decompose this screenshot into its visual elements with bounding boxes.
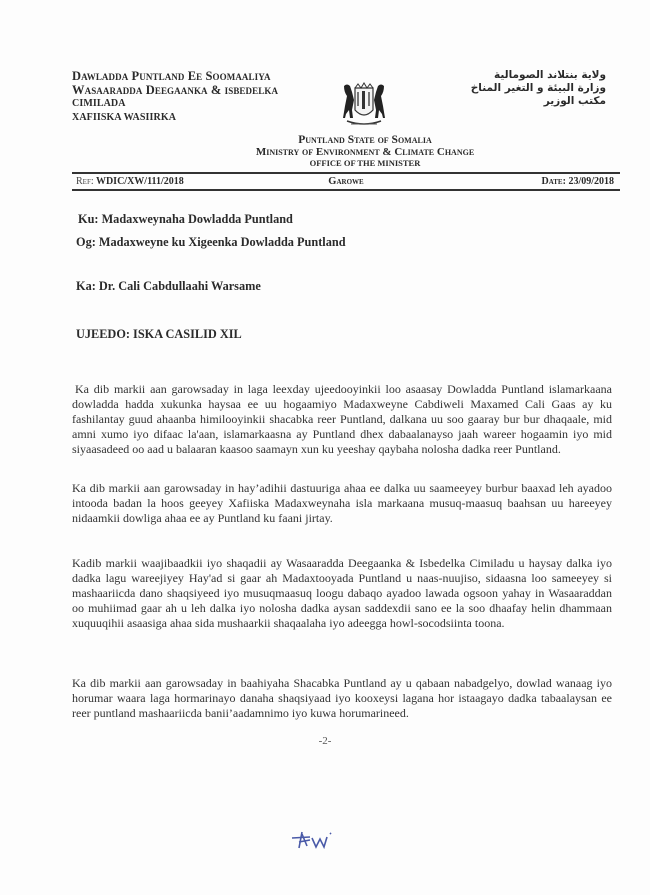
date-value: 23/09/2018 <box>568 176 614 187</box>
letterhead-english-line3: OFFICE OF THE MINISTER <box>309 158 421 168</box>
subject-line: UJEEDO: ISKA CASILID XIL <box>76 327 242 341</box>
letterhead-somali-line1: Dawladda Puntland Ee Soomaaliya <box>72 69 271 83</box>
letterhead-english-line1: Puntland State of Somalia <box>298 134 432 146</box>
body-paragraph: Kadib markii waajibaadkii iyo shaqadii ay Wasaaradda Deegaanka & Isbedelka Cimiladu u haysay dalka iyo dadka lagu wareejiyey Hay'ad si gaar ah Madaxtooyada Puntland u naas-nuujiso, sidaasna loo sameeyey si mashaariicda dano shaqsiyeed iyo musuqmaasuq loogu dabaqo ayadoo lawada ogsoon yahay in Wasaaraddan oo muhiimad gaar ah u leh dalka iyo nolosha dadka aysan saddexdii sano ee la soo dhaafay helin dhammaan xuquuqihii asaasiga ahaa sida mushaarkii shaqaalaha iyo adeegga howl-socodsiinta toona. <box>72 556 612 630</box>
letterhead-english-line2: Ministry of Environment & Climate Change <box>255 146 475 158</box>
header-rule-bottom <box>72 189 620 191</box>
page-number: -2- <box>318 735 332 747</box>
sender: Ka: Dr. Cali Cabdullaahi Warsame <box>76 279 261 293</box>
letterhead-arabic-line2: وزارة البيئة و التغير المناخ <box>470 82 606 94</box>
letterhead-english <box>200 134 530 169</box>
body-paragraph: Ka dib markii aan garowsaday in laga leexday ujeedooyinkii loo asaasay Dowladda Puntland islamarkaana dowladda hadda xukunka haysaa ee uu hogaamiyo Madaxweyne Cabdiweli Maxamed Cali Gaas ay ku fashilantay guud ahaanba himilooyinkii shacabka reer Puntland, dalkana uu soo gaaray bur bur dhaqaale, mid amni xumo iyo difaac la'aan, islamarkaasna ay Puntland dhex dabaalanayso jaah wareer hogaamin iyo mid siyaasadeed oo aad u balaaran kaasoo saamayn xun ku yeeshay qaybaha nolosha dadka reer Puntland. <box>72 382 612 456</box>
reference-row <box>72 175 620 189</box>
letterhead-somali-line4: XAFIISKA WASIIRKA <box>72 111 177 123</box>
reference-value: WDIC/XW/111/2018 <box>95 176 184 187</box>
letterhead-somali-line3: CIMILADA <box>72 98 126 109</box>
letterhead-arabic-line3: مكتب الوزير <box>543 95 606 107</box>
reference-label: Ref: <box>76 176 94 187</box>
city: Garowe <box>328 176 364 187</box>
letterhead-arabic-line1: ولاية بنتلاند الصومالية <box>494 69 606 81</box>
date <box>542 176 615 187</box>
body-paragraph: Ka dib markii aan garowsaday in baahiyaha Shacabka Puntland ay u qabaan nabadgelyo, dowlad wanaag iyo horumar waara laga hormarinayo danaha shaqsiyaad iyo kooxeysi lagana hor istaagayo dadka tabaalaysan ee reer puntland mashaariicda banii’aadamnimo iyo kuwa horumarineed. <box>72 676 612 720</box>
header-rule-top <box>72 172 620 174</box>
signature-icon <box>290 828 340 852</box>
letterhead-somali-line2: Wasaaradda Deegaanka & isbedelka <box>72 82 279 97</box>
letterhead-arabic <box>471 69 606 108</box>
letterhead-somali <box>72 70 278 124</box>
body-paragraph: Ka dib markii aan garowsaday in hay’adihii dastuuriga ahaa ee dalka uu saameeyey burbur baaxad leh ayadoo intooda badan la hoos geeyey Xafiiska Madaxweynaha isla markaana musuq-maasuq baahsan uu hareeyey nidaamkii dowliga ahaa ee ay Puntland ku faani jirtay. <box>72 481 612 525</box>
coat-of-arms-icon <box>341 80 387 128</box>
addressee-to: Ku: Madaxweynaha Dowladda Puntland <box>78 212 293 226</box>
date-label: Date: <box>541 176 566 187</box>
addressee-cc: Og: Madaxweyne ku Xigeenka Dowladda Puntland <box>76 235 346 249</box>
